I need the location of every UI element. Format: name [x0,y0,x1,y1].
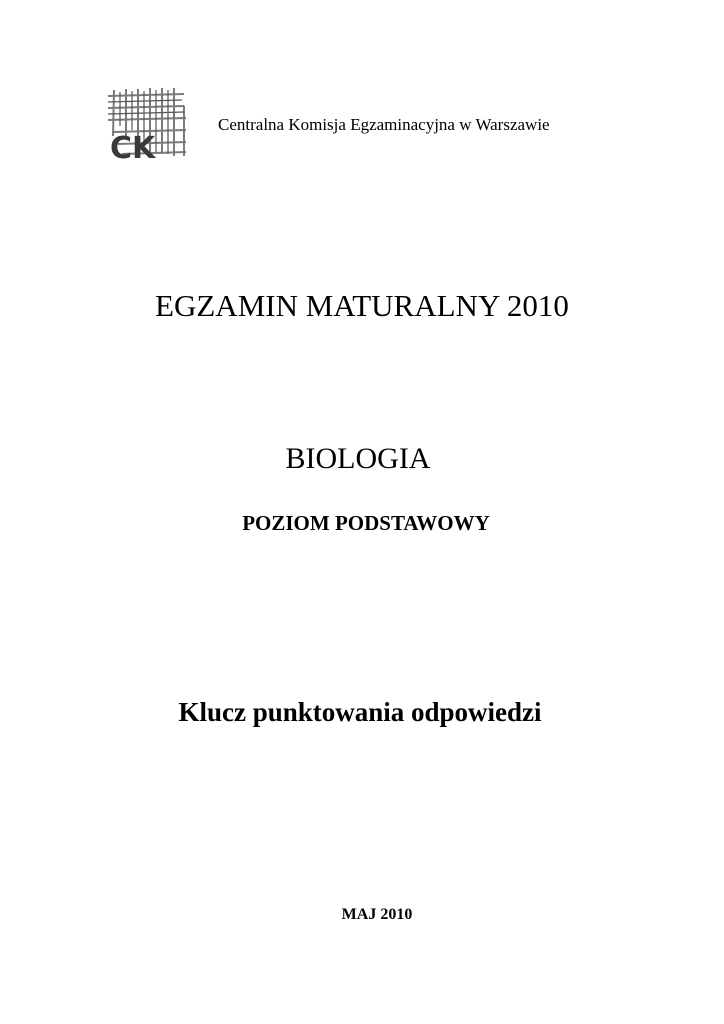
exam-title: EGZAMIN MATURALNY 2010 [155,288,569,323]
logo-lettering: CK [110,131,156,166]
institution-name: Centralna Komisja Egzaminacyjna w Warszawie [218,115,550,134]
scoring-key-title: Klucz punktowania odpowiedzi [178,697,542,727]
level-title: POZIOM PODSTAWOWY [242,511,490,535]
subject-title: BIOLOGIA [285,442,431,475]
cke-logo [104,86,190,166]
exam-date: MAJ 2010 [341,906,413,923]
